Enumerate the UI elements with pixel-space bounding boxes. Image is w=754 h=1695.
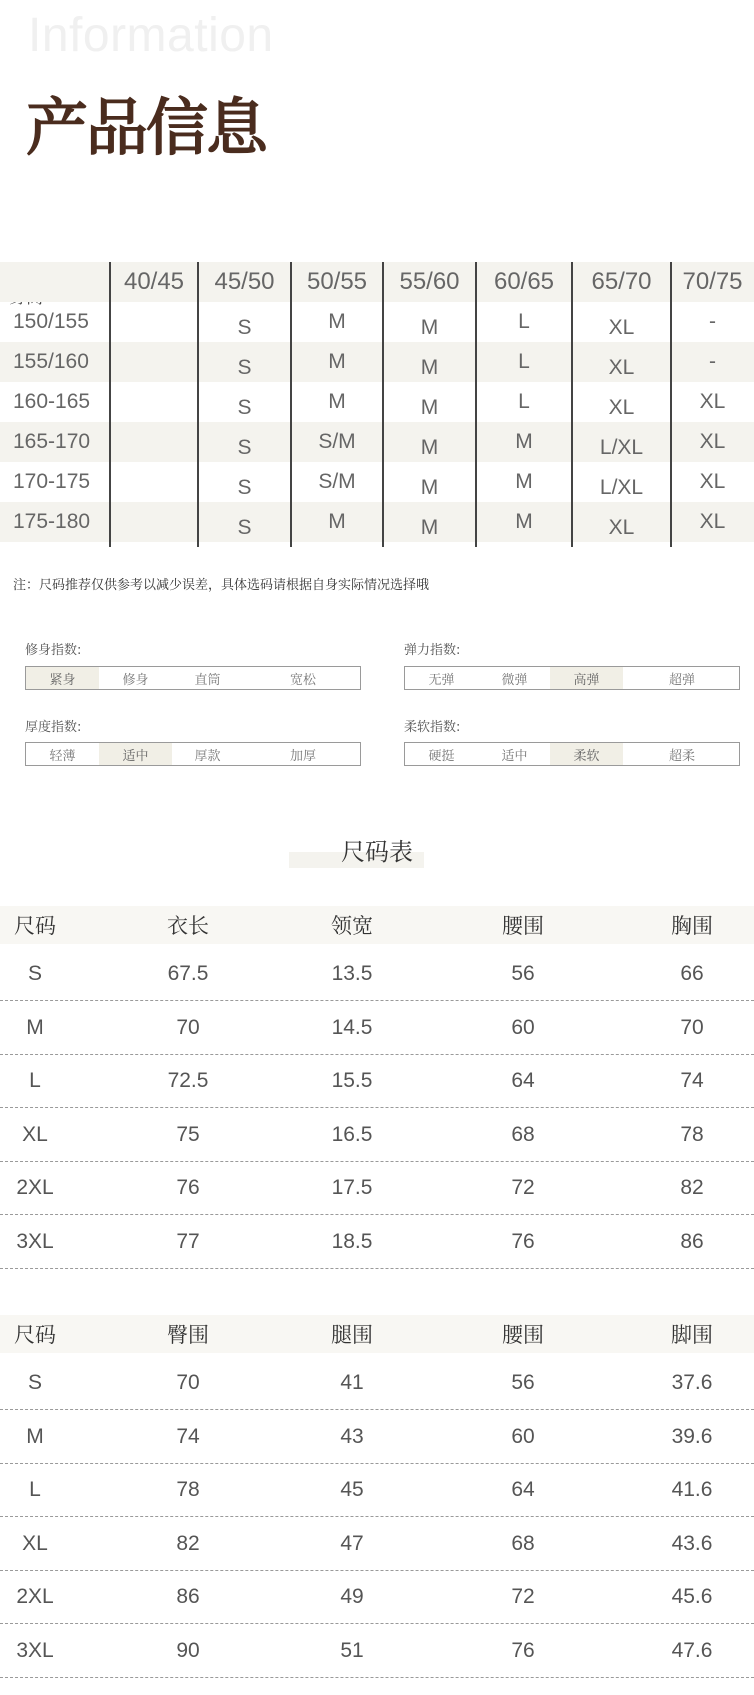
- size-table-cell: 77: [176, 1229, 200, 1253]
- size-table-row: [0, 1571, 754, 1624]
- size-table-row: [0, 1518, 754, 1571]
- watermark-heading: Information: [28, 9, 274, 62]
- scale-option: 适中: [501, 748, 528, 764]
- size-table-cell: 68: [511, 1531, 535, 1555]
- scale-option: 加厚: [289, 748, 316, 764]
- size-table-header-cell: 尺码: [14, 1323, 56, 1347]
- size-table-cell: 70: [176, 1371, 200, 1394]
- size-table-cell: 76: [176, 1176, 200, 1199]
- size-cell: S: [237, 396, 252, 419]
- scale-option: 超弹: [668, 672, 695, 688]
- size-cell: [110, 342, 198, 382]
- height-row-label: 155/160: [13, 350, 89, 373]
- size-table-cell: 75: [176, 1122, 200, 1146]
- size-table-cell: 51: [340, 1638, 364, 1662]
- size-table-header-cell: 胸围: [671, 914, 713, 938]
- column-divider: [670, 262, 672, 547]
- size-cell: S: [237, 316, 252, 339]
- size-cell: XL: [699, 390, 726, 413]
- size-table-cell: 39.6: [671, 1424, 713, 1448]
- scale-option: 超柔: [668, 748, 695, 764]
- rec-header-row: [0, 262, 754, 302]
- index-scale: [404, 742, 740, 766]
- size-table-cell: 60: [511, 1015, 535, 1039]
- size-table-row: [0, 1625, 754, 1678]
- size-cell: M: [420, 516, 439, 539]
- size-table-cell: 78: [176, 1478, 200, 1501]
- size-table-cell: 70: [176, 1015, 200, 1039]
- size-table-cell: 64: [511, 1478, 535, 1501]
- scale-option: 宽松: [289, 672, 316, 688]
- size-table-cell: 43.6: [671, 1531, 713, 1555]
- size-cell: M: [515, 510, 533, 533]
- size-cell: [110, 502, 198, 542]
- size-cell: XL: [699, 430, 726, 453]
- size-table-cell: 72.5: [167, 1069, 209, 1092]
- size-cell: S/M: [318, 470, 356, 493]
- size-table-cell: 16.5: [331, 1122, 373, 1146]
- size-table-header-cell: 臀围: [167, 1323, 209, 1347]
- scale-option: 适中: [99, 743, 172, 765]
- size-table-cell: 74: [176, 1424, 200, 1448]
- size-cell: M: [420, 476, 439, 499]
- size-cell: M: [328, 390, 346, 413]
- index-scale: [25, 666, 361, 690]
- size-table-header: [0, 1315, 754, 1353]
- page-title: 产品信息: [26, 91, 267, 164]
- size-table-cell: 82: [176, 1531, 200, 1555]
- column-divider: [382, 262, 384, 547]
- size-cell: M: [515, 430, 533, 453]
- size-table-header-cell: 腿围: [331, 1323, 373, 1347]
- size-table-cell: 37.6: [671, 1371, 713, 1394]
- size-table-cell: 45: [340, 1478, 364, 1501]
- size-cell: XL: [608, 396, 635, 419]
- size-table-cell: 72: [511, 1176, 535, 1199]
- weight-header-cell: 65/70: [591, 268, 652, 295]
- size-cell: L: [518, 310, 530, 333]
- size-table-cell: 90: [176, 1638, 200, 1662]
- rec-row: [0, 382, 754, 422]
- size-table-header-cell: 腰围: [502, 1323, 544, 1347]
- size-table-header-cell: 尺码: [14, 914, 56, 938]
- size-cell: M: [420, 436, 439, 459]
- scale-option: 高弹: [550, 667, 623, 689]
- size-table-cell: 49: [340, 1585, 364, 1608]
- size-table-cell: 72: [511, 1585, 535, 1608]
- height-row-label: 165-170: [13, 430, 91, 453]
- column-divider: [571, 262, 573, 547]
- column-divider: [109, 262, 111, 547]
- size-table-cell: 56: [511, 1371, 535, 1394]
- size-table-cell: 43: [340, 1424, 364, 1448]
- size-table-cell: 41: [340, 1371, 364, 1394]
- size-table-cell: S: [27, 962, 42, 985]
- size-cell: S: [237, 436, 252, 459]
- size-table-row: [0, 948, 754, 1001]
- size-table-cell: M: [26, 1424, 44, 1448]
- scale-option: 厚款: [194, 748, 221, 764]
- index-label: 厚度指数:: [25, 720, 82, 735]
- size-table-cell: M: [26, 1015, 44, 1039]
- size-table-cell: 70: [680, 1015, 704, 1039]
- size-cell: [110, 382, 198, 422]
- size-cell: S/M: [318, 430, 356, 453]
- size-table-header: [0, 906, 754, 944]
- size-table-cell: 60: [511, 1424, 535, 1448]
- size-table-cell: 68: [511, 1122, 535, 1146]
- size-table-cell: 86: [680, 1229, 704, 1253]
- size-cell: M: [420, 396, 439, 419]
- weight-header-cell: 40/45: [123, 268, 185, 295]
- size-table-cell: 82: [680, 1176, 704, 1199]
- weight-header-cell: 50/55: [306, 268, 368, 295]
- size-cell: L: [518, 390, 530, 413]
- size-cell: [110, 302, 198, 342]
- size-table-cell: 76: [511, 1229, 535, 1253]
- size-table-cell: 41.6: [671, 1478, 713, 1501]
- size-table-row: [0, 1002, 754, 1055]
- scale-option: 硬挺: [428, 748, 455, 764]
- size-table-row: [0, 1464, 754, 1517]
- height-row-label: 175-180: [13, 510, 91, 533]
- size-cell: S: [237, 476, 252, 499]
- size-table-cell: 3XL: [16, 1638, 54, 1662]
- size-table-header-cell: 衣长: [167, 914, 209, 938]
- size-cell: -: [709, 350, 716, 373]
- scale-option: 轻薄: [49, 748, 76, 764]
- size-cell: M: [515, 470, 533, 493]
- scale-option: 无弹: [428, 672, 455, 688]
- size-table-cell: 64: [511, 1069, 535, 1092]
- size-cell: M: [328, 350, 346, 373]
- size-cell: -: [709, 310, 716, 333]
- scale-option: 修身: [122, 672, 149, 688]
- size-table-cell: 2XL: [16, 1176, 54, 1199]
- size-cell: M: [328, 310, 346, 333]
- size-table-cell: 74: [680, 1069, 704, 1092]
- size-cell: S: [237, 516, 252, 539]
- size-cell: XL: [699, 510, 726, 533]
- rec-row: [0, 422, 754, 462]
- column-divider: [197, 262, 199, 547]
- size-table-cell: 3XL: [16, 1229, 54, 1253]
- size-cell: L/XL: [599, 476, 644, 499]
- column-divider: [475, 262, 477, 547]
- size-table-cell: XL: [22, 1531, 48, 1555]
- size-table-row: [0, 1109, 754, 1162]
- size-table-cell: 76: [511, 1638, 535, 1662]
- size-table-cell: 47.6: [671, 1638, 713, 1662]
- size-table-cell: 13.5: [331, 962, 373, 985]
- size-table-row: [0, 1411, 754, 1464]
- index-scale: [404, 666, 740, 690]
- size-table-cell: 14.5: [331, 1015, 373, 1039]
- size-table-header-cell: 腰围: [502, 914, 544, 938]
- size-cell: XL: [608, 356, 635, 379]
- height-row-label: 150/155: [13, 310, 89, 333]
- size-cell: XL: [608, 516, 635, 539]
- size-table-cell: 47: [340, 1531, 364, 1555]
- scale-option: 紧身: [26, 667, 99, 689]
- size-table-header-cell: 脚围: [671, 1323, 713, 1347]
- size-cell: XL: [608, 316, 635, 339]
- size-table-row: [0, 1357, 754, 1410]
- size-table-row: [0, 1055, 754, 1108]
- height-row-label: 170-175: [13, 470, 91, 493]
- size-note: 注：尺码推荐仅供参考以减少误差，具体选码请根据自身实际情况选择哦: [13, 578, 430, 593]
- rec-row: [0, 502, 754, 542]
- size-table-cell: 86: [176, 1585, 200, 1608]
- size-table-cell: L: [29, 1478, 41, 1501]
- size-table-cell: 15.5: [331, 1069, 373, 1092]
- rec-row: [0, 302, 754, 342]
- rec-row: [0, 462, 754, 502]
- column-divider: [290, 262, 292, 547]
- size-chart-title: 尺码表: [341, 838, 413, 866]
- scale-option: 柔软: [550, 743, 623, 765]
- size-cell: S: [237, 356, 252, 379]
- size-table-row: [0, 1162, 754, 1215]
- index-label: 弹力指数:: [404, 643, 461, 658]
- index-label: 柔软指数:: [404, 720, 461, 735]
- size-table-cell: 67.5: [167, 962, 209, 985]
- size-table-cell: 18.5: [331, 1229, 373, 1253]
- size-cell: [110, 422, 198, 462]
- size-table-cell: 78: [680, 1122, 704, 1146]
- size-table-cell: S: [27, 1371, 42, 1394]
- size-table-cell: 17.5: [331, 1176, 373, 1199]
- size-table-cell: 45.6: [671, 1585, 713, 1608]
- size-table-cell: 56: [511, 962, 535, 985]
- weight-header-cell: 55/60: [399, 268, 460, 295]
- size-table-cell: L: [29, 1069, 41, 1092]
- weight-header-cell: 60/65: [493, 268, 555, 295]
- size-cell: XL: [699, 470, 726, 493]
- rec-row: [0, 342, 754, 382]
- size-table-cell: 2XL: [16, 1585, 54, 1608]
- scale-option: 直筒: [194, 672, 221, 688]
- size-cell: L: [518, 350, 530, 373]
- size-table-header-cell: 领宽: [331, 914, 373, 938]
- size-cell: M: [420, 356, 439, 379]
- height-row-label: 160-165: [13, 390, 91, 413]
- size-table-row: [0, 1216, 754, 1269]
- size-cell: M: [328, 510, 346, 533]
- index-scale: [25, 742, 361, 766]
- weight-header-cell: 70/75: [682, 268, 743, 295]
- size-cell: L/XL: [599, 436, 644, 459]
- index-label: 修身指数:: [25, 643, 82, 658]
- weight-header-cell: 45/50: [214, 268, 275, 295]
- size-table-cell: XL: [22, 1122, 48, 1146]
- scale-option: 微弹: [501, 672, 528, 688]
- size-table-cell: 66: [680, 962, 704, 985]
- size-cell: M: [420, 316, 439, 339]
- size-cell: [110, 462, 198, 502]
